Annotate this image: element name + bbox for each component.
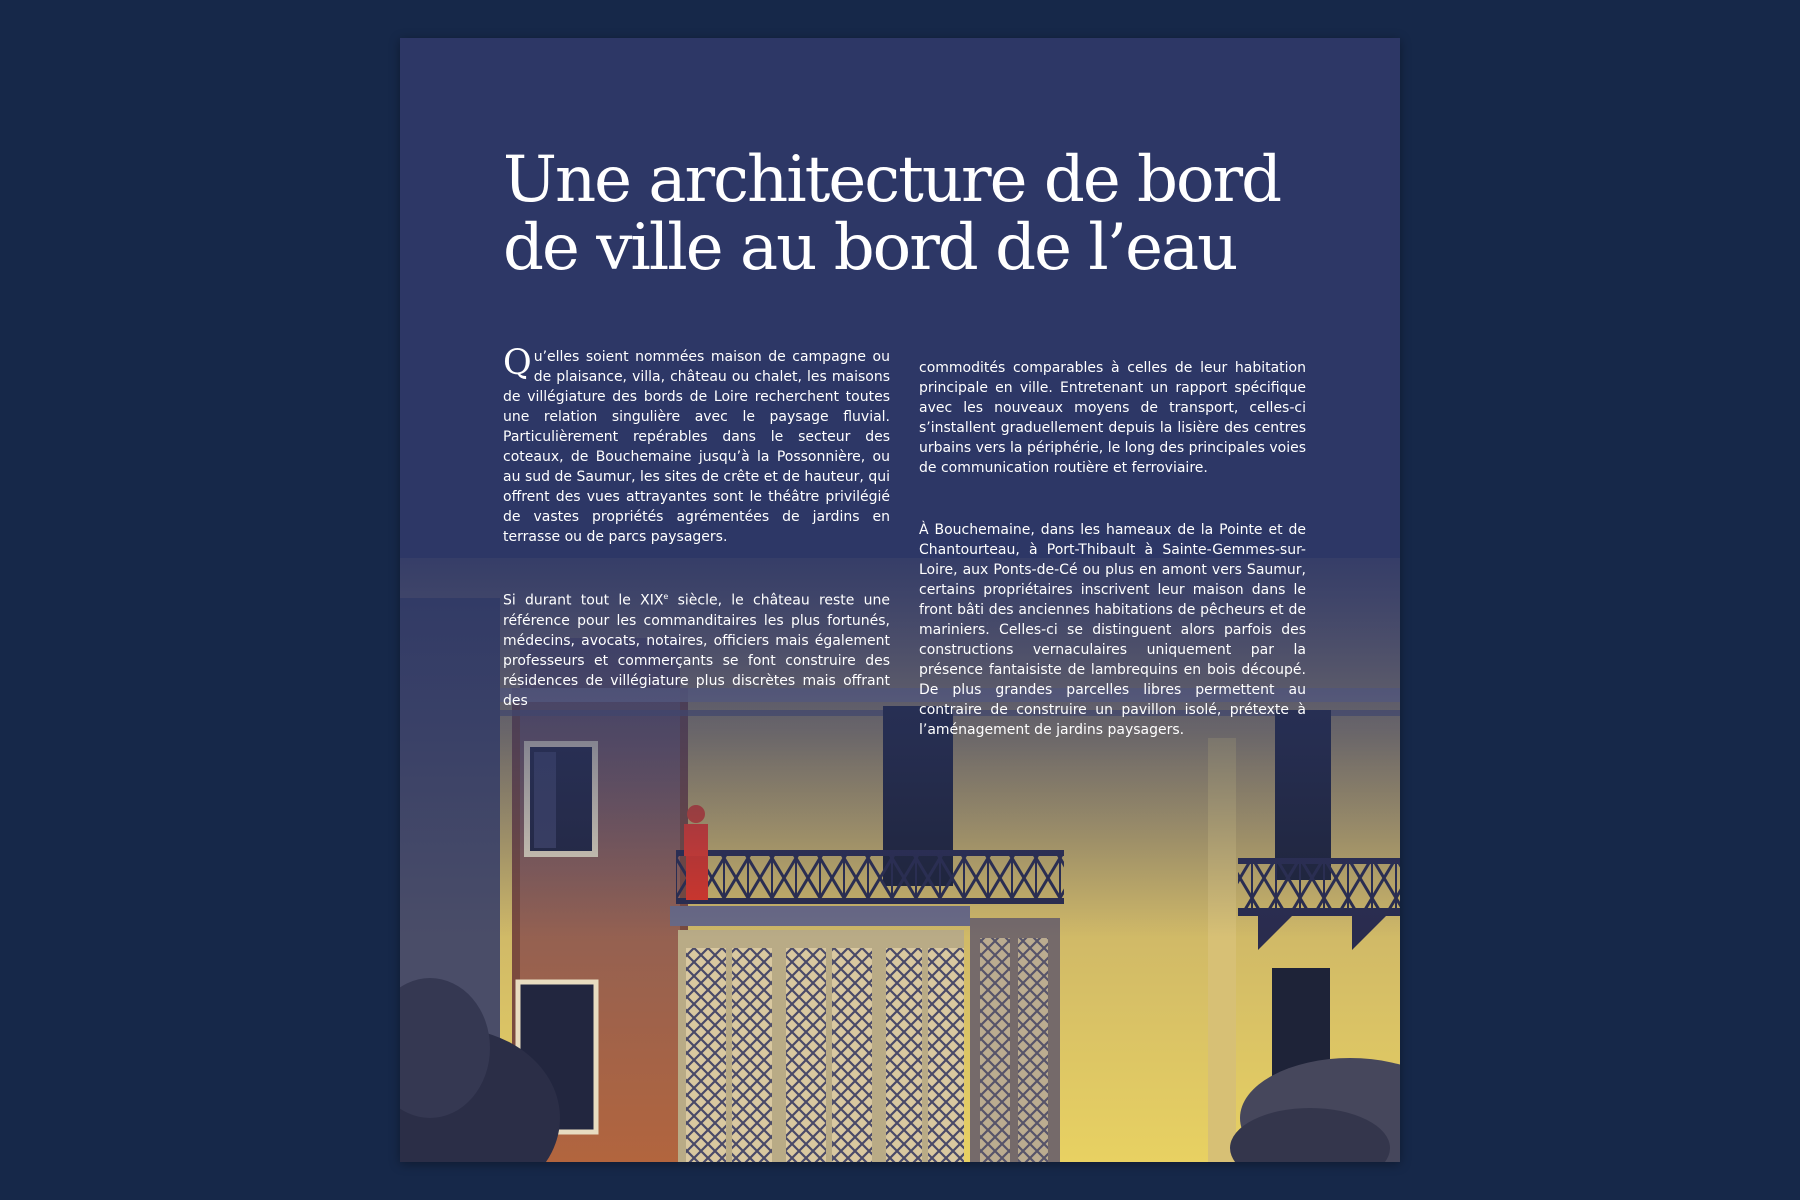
- text-column-left: [503, 343, 890, 711]
- text-column-right: [919, 358, 1306, 740]
- paragraph-second-end: siècle, le château reste une référence pour les commanditaires les plus fortunés, médecins, avocats, notaires, officiers mais également professeurs et commerçants se font construire des résidences de villégiature plus discrètes mais offrant des: [503, 592, 890, 709]
- brochure-page: [400, 38, 1400, 1162]
- paragraph-fourth: À Bouchemaine, dans les hameaux de la Pointe et de Chantourteau, à Port-Thibault à Sainte-Gemmes-sur-Loire, aux Ponts-de-Cé ou plus en amont vers Saumur, certains propriétaires inscrivent leur maison dans le front bâti des anciennes habitations de pêcheurs et de mariniers. Celles-ci se distinguent alors parfois des constructions vernaculaires uniquement par la présence fantaisiste de lambrequins en bois découpé. De plus grandes parcelles libres permettent au contraire de construire un pavillon isolé, prétexte à l’aménagement de jardins paysagers.: [919, 522, 1306, 738]
- paragraph-intro-text: u’elles soient nommées maison de campagne ou de plaisance, villa, château ou chalet, les maisons de villégiature des bords de Loire recherchent toutes une relation singulière avec le paysage fluvial. Particulièrement repérables dans le secteur des coteaux, de Bouchemaine jusqu’à la Possonnière, ou au sud de Saumur, les sites de crête et de hauteur, qui offrent des vues attrayantes sont le théâtre privilégié de vastes propriétés agrémentées de jardins en terrasse ou de parcs paysagers.: [503, 349, 890, 545]
- century-superscript: e: [663, 592, 669, 601]
- title-line-2: de ville au bord de l’eau: [503, 211, 1237, 285]
- paragraph-second: [503, 587, 890, 711]
- paragraph-third: commodités comparables à celles de leur habitation principale en ville. Entretenant un rapport spécifique avec les nouveaux moyens de transport, celles-ci s’installent graduellement depuis la lisière des centres urbains vers la périphérie, le long des principales voies de communication routière et ferroviaire.: [919, 360, 1306, 476]
- paragraph-second-start: Si durant tout le XIX: [503, 592, 664, 609]
- drop-cap: Q: [503, 343, 532, 383]
- page-title: [503, 143, 1323, 285]
- title-line-1: Une architecture de bord: [503, 143, 1281, 217]
- paragraph-intro: [503, 343, 890, 547]
